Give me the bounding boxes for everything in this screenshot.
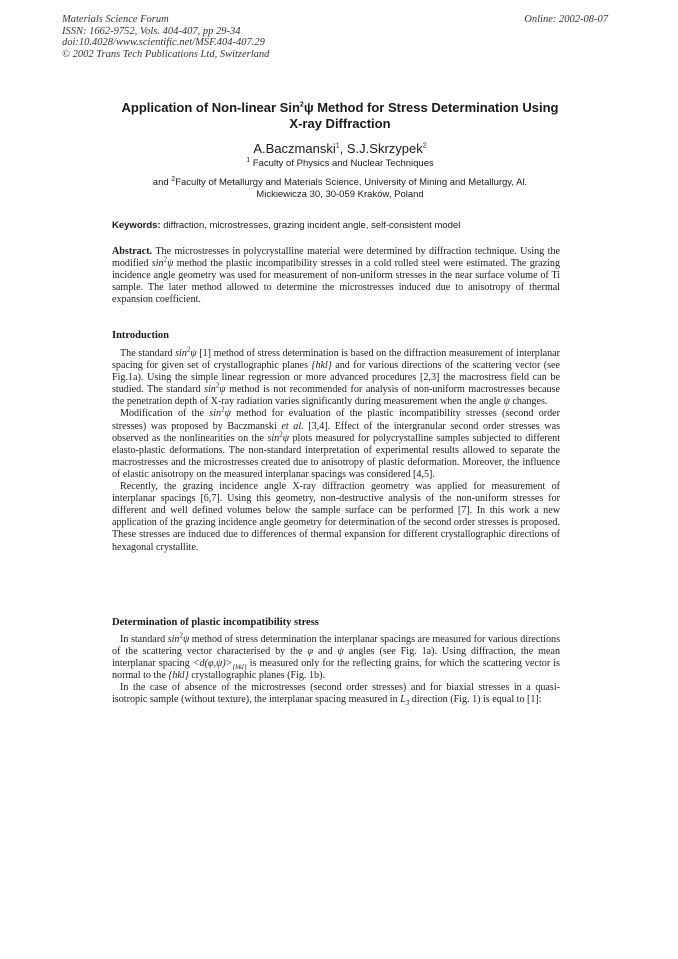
title-line2: X-ray Diffraction [289, 116, 391, 131]
affiliation-2-line1: Faculty of Metallurgy and Materials Science, University of Mining and Metallurgy, Al. [175, 177, 528, 188]
sin-symbol: sin [151, 258, 164, 270]
text: The standard [120, 348, 176, 359]
keywords-text: diffraction, microstresses, grazing incident angle, self-consistent model [160, 220, 461, 231]
psi-symbol: ψ [224, 408, 231, 420]
affiliation-1-sup: 1 [246, 156, 251, 164]
determination-paragraph-1 [112, 631, 561, 682]
psi-symbol: ψ [167, 258, 174, 270]
copyright-line: © 2002 Trans Tech Publications Ltd, Switzerland [62, 48, 270, 60]
sup-2: 2 [179, 631, 183, 640]
introduction-body [112, 345, 561, 554]
abstract-text: The microstresses in polycrystalline material were determined by diffraction technique. Using the modified [112, 246, 560, 270]
text: In standard [120, 634, 168, 645]
sup-2: 2 [186, 345, 191, 354]
title-part: ψ Method for Stress Determination Using [303, 100, 559, 115]
author-2: S.J.Skrzypek [346, 141, 423, 156]
title-sup: 2 [299, 101, 304, 109]
affiliation-1 [90, 158, 590, 170]
author-2-sup: 2 [422, 142, 427, 150]
affiliation-1-text: Faculty of Physics and Nuclear Techniques [250, 158, 434, 169]
author-1: A.Baczmanski [253, 141, 336, 156]
sup-2: 2 [279, 430, 283, 439]
psi-symbol: ψ [503, 396, 510, 408]
authors [90, 141, 590, 156]
journal-header [62, 14, 269, 60]
hkl-symbol: {hkl} [168, 670, 189, 682]
text: and for various directions of the scattering vector (see Fig.1a). Using the simple linear regression or more advanced procedures [2,3] the macrostress field can be studied. The standard [112, 360, 560, 396]
abstract-text: method the plastic incompatibility stresses in a cold rolled steel were estimated. The grazing incidence angle geometry was used for measurement of non-uniform stresses in the near surface volume of Ti sample. The later method allowed to determine the microstresses induced due to anisotropy of thermal expansion coefficient. [112, 258, 561, 306]
sin-symbol: sin [175, 348, 187, 359]
mean-spacing-symbol: <d(φ,ψ)> [192, 658, 233, 670]
title-part: Application of Non-linear Sin [121, 100, 300, 115]
issn-line: ISSN: 1662-9752, Vols. 404-407, pp 29-34 [62, 25, 241, 37]
text: is measured only for the reflecting grains, for which the scattering vector is normal to the [112, 658, 560, 682]
affiliation-2 [90, 177, 590, 201]
text: method for evaluation of the plastic incompatibility stresses (second order stresses) was proposed by Baczmanski [112, 408, 560, 432]
text: method of stress determination the interplanar spacings are measured for various directions of the scattering vector characterised by the [112, 634, 560, 658]
sin-symbol: sin [204, 384, 216, 396]
online-date: Online: 2002-08-07 [524, 14, 608, 25]
affiliation-2-prefix: and [152, 177, 172, 188]
sin-symbol: sin [267, 432, 280, 444]
introduction-heading: Introduction [112, 330, 169, 341]
determination-body [112, 631, 561, 708]
hkl-symbol: {hkl} [311, 360, 332, 372]
sin-symbol: sin [209, 408, 222, 420]
text: changes. [509, 396, 548, 408]
text: method is not recommended for analysis of non-uniform macrostresses because the penetration depth of X-ray radiation varies significantly during measurement when the angle [112, 384, 560, 408]
journal-name: Materials Science Forum [62, 14, 169, 25]
sup-2: 2 [215, 381, 220, 390]
text: and [313, 646, 338, 658]
text: [3,4]. Effect of the intergranular second order stresses was observed as the nonlinearities on the [112, 420, 561, 444]
determination-paragraph-2 [112, 682, 560, 706]
affiliation-2-sup: 2 [171, 175, 176, 183]
sin-symbol: sin [167, 634, 180, 645]
psi-symbol: ψ [337, 646, 344, 658]
determination-heading: Determination of plastic incompatibility stress [112, 617, 319, 628]
abstract-label: Abstract. [112, 246, 153, 257]
l3-subscript: 3 [405, 699, 410, 708]
intro-paragraph-1 [112, 345, 560, 408]
et-al: et al. [281, 420, 304, 432]
sup-2: 2 [163, 255, 168, 264]
sup-2: 2 [221, 406, 225, 415]
psi-symbol: ψ [219, 384, 226, 396]
psi-symbol: ψ [190, 348, 197, 359]
text: direction (Fig. 1) is equal to [1]: [409, 694, 542, 706]
author-separator: , [339, 141, 347, 156]
l3-symbol: L [400, 694, 406, 706]
author-1-sup: 1 [335, 142, 340, 150]
psi-symbol: ψ [182, 634, 190, 645]
psi-symbol: ψ [282, 432, 290, 444]
intro-paragraph-2 [112, 408, 560, 481]
text: plots measured for polycrystalline samples subjected to different elasto-plastic deformations. The non-standard interpretation of experimental results allowed to separate the macrostresses and the microstresses created due to anisotropy of plastic deformation. Moreover, the influence of elastic anisotropy on the measured interplanar spacings was considered [4,5]. [112, 432, 560, 480]
intro-paragraph-3: Recently, the grazing incidence angle X-ray diffraction geometry was applied for measurement of interplanar spacings [6,7]. Using this geometry, non-destructive analysis of the non-uniform stresses for different and well defined volumes below the sample surface can be performed [7]. In this work a new application of the grazing incidence angle geometry for determination of the second order stresses is proposed. These stresses are induced due to differences of thermal expansion for different crystallographic directions of hexagonal crystallite. [112, 481, 560, 553]
text: crystallographic planes (Fig. 1b). [188, 670, 325, 682]
text: In the case of absence of the microstresses (second order stresses) and for biaxial stresses in a quasi-isotropic sample (without texture), the interplanar spacing measured in [112, 682, 560, 706]
text: angles (see Fig. 1a). Using diffraction, the mean interplanar spacing [112, 646, 561, 670]
hkl-subscript: {hkl} [232, 663, 247, 672]
paper-title [90, 100, 590, 132]
keywords-label: Keywords: [112, 220, 161, 231]
doi-line: doi:10.4028/www.scientific.net/MSF.404-407.29 [62, 37, 265, 48]
keywords [112, 220, 562, 231]
text: [1] method of stress determination is based on the diffraction measurement of interplanar spacing for given set of crystallographic planes [112, 348, 560, 372]
text: Modification of the [120, 408, 210, 420]
abstract [112, 246, 560, 306]
phi-symbol: φ [307, 646, 314, 658]
affiliation-2-line2: Mickiewicza 30, 30-059 Kraków, Poland [256, 189, 424, 200]
